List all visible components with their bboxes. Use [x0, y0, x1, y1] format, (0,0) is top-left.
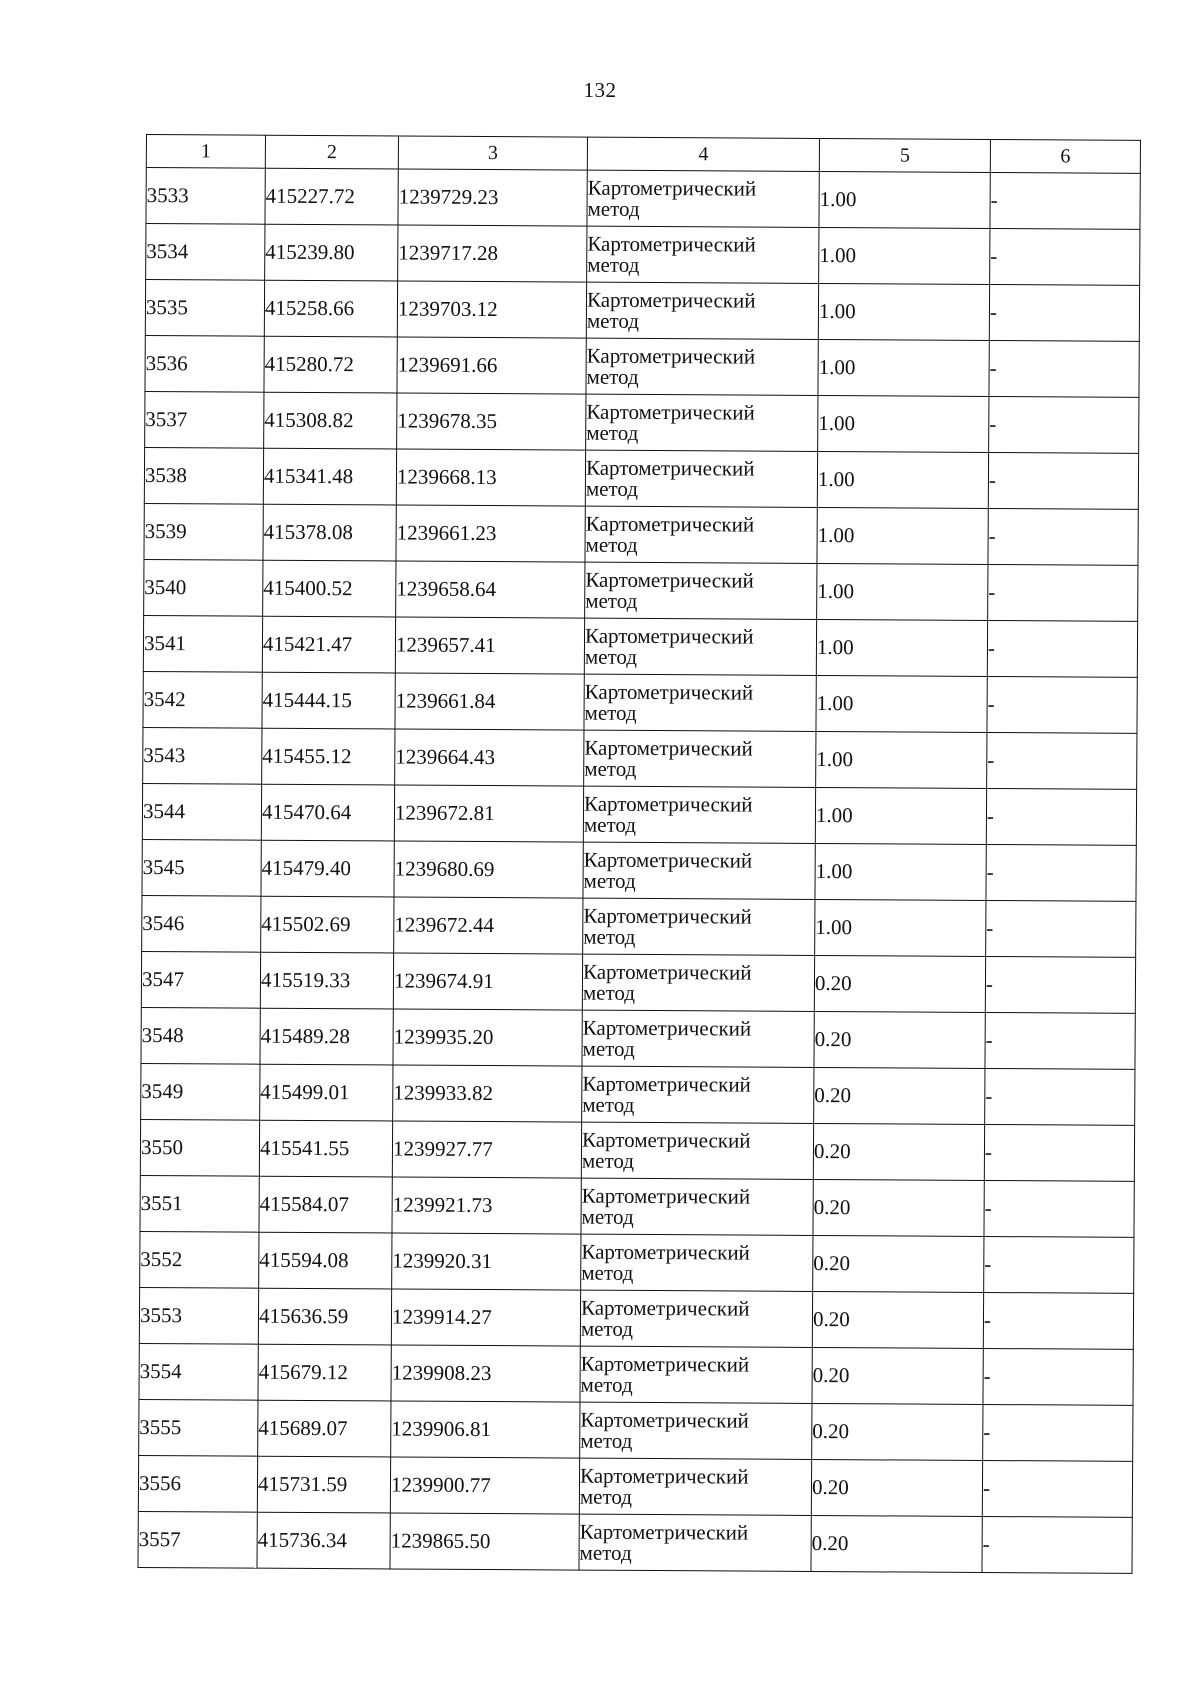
y-coordinate-cell: 1239906.81 — [391, 1401, 580, 1458]
method-line-2: метод — [583, 868, 636, 893]
point-number-cell: 3539 — [144, 503, 263, 560]
table-row — [144, 559, 1138, 621]
method-line-1: Картометрический — [582, 1071, 751, 1097]
y-coordinate-cell: 1239680.69 — [394, 841, 583, 898]
x-coordinate-cell: 415470.64 — [261, 784, 394, 841]
method-line-2: метод — [579, 1540, 632, 1565]
accuracy-cell: 0.20 — [813, 1179, 984, 1236]
method-cell — [584, 618, 816, 675]
x-coordinate-cell: 415689.07 — [258, 1400, 391, 1457]
table-row — [144, 503, 1138, 565]
y-coordinate-cell: 1239664.43 — [395, 729, 584, 786]
x-coordinate-cell: 415479.40 — [261, 840, 394, 897]
x-coordinate-cell: 415455.12 — [262, 728, 395, 785]
point-number-cell: 3555 — [139, 1399, 258, 1456]
y-coordinate-cell: 1239672.81 — [394, 785, 583, 842]
x-coordinate-cell: 415499.01 — [260, 1064, 393, 1121]
method-line-1: Картометрический — [584, 735, 753, 761]
method-line-2: метод — [580, 1428, 633, 1453]
method-line-1: Картометрический — [584, 623, 754, 649]
method-line-1: Картометрический — [586, 399, 755, 425]
y-coordinate-cell: 1239729.23 — [398, 169, 587, 226]
table-row — [140, 1119, 1134, 1181]
y-coordinate-cell: 1239927.77 — [392, 1121, 581, 1178]
point-number-cell: 3541 — [143, 615, 262, 672]
x-coordinate-cell: 415541.55 — [259, 1120, 392, 1177]
method-line-2: метод — [584, 700, 637, 725]
method-line-1: Картометрический — [579, 1463, 749, 1489]
y-coordinate-cell: 1239661.84 — [395, 673, 584, 730]
method-cell — [584, 674, 816, 731]
accuracy-cell: 0.20 — [813, 1123, 984, 1180]
method-cell — [582, 1066, 814, 1123]
accuracy-cell: 1.00 — [818, 395, 989, 452]
point-number-cell: 3544 — [142, 783, 261, 840]
point-number-cell: 3554 — [139, 1343, 258, 1400]
table-row — [144, 447, 1138, 509]
note-cell: - — [984, 1180, 1134, 1237]
note-cell: - — [985, 1068, 1135, 1125]
table-row — [145, 391, 1139, 453]
method-line-2: метод — [586, 308, 640, 333]
method-line-1: Картометрический — [582, 959, 752, 985]
x-coordinate-cell: 415308.82 — [264, 392, 397, 449]
y-coordinate-cell: 1239672.44 — [394, 897, 583, 954]
accuracy-cell: 1.00 — [817, 507, 988, 564]
accuracy-cell: 1.00 — [815, 787, 986, 844]
accuracy-cell: 1.00 — [816, 675, 987, 732]
method-line-2: метод — [585, 476, 639, 501]
method-line-2: метод — [582, 1092, 635, 1117]
accuracy-cell: 0.20 — [811, 1515, 982, 1572]
point-number-cell: 3542 — [143, 671, 262, 728]
table-row — [142, 839, 1136, 901]
point-number-cell: 3533 — [146, 168, 265, 225]
note-cell: - — [987, 677, 1137, 734]
point-number-cell: 3549 — [141, 1063, 260, 1120]
method-cell — [583, 898, 815, 955]
method-cell — [582, 1010, 814, 1067]
method-line-2: метод — [580, 1372, 633, 1397]
method-cell — [587, 226, 819, 283]
table-row — [143, 671, 1137, 733]
table-body — [138, 168, 1140, 1574]
note-cell: - — [985, 956, 1135, 1013]
table-row — [145, 335, 1139, 397]
method-line-2: метод — [581, 1260, 634, 1285]
y-coordinate-cell: 1239933.82 — [393, 1065, 582, 1122]
x-coordinate-cell: 415519.33 — [260, 952, 393, 1009]
header-col-6: 6 — [990, 140, 1140, 174]
y-coordinate-cell: 1239691.66 — [397, 337, 586, 394]
table-row — [143, 727, 1137, 789]
method-cell — [587, 170, 819, 227]
note-cell: - — [983, 1348, 1133, 1405]
note-cell: - — [986, 900, 1136, 957]
method-line-2: метод — [583, 924, 636, 949]
y-coordinate-cell: 1239900.77 — [390, 1457, 579, 1514]
note-cell: - — [990, 173, 1140, 230]
method-line-2: метод — [581, 1204, 634, 1229]
table-row — [139, 1343, 1133, 1405]
method-line-2: метод — [582, 980, 636, 1005]
y-coordinate-cell: 1239703.12 — [397, 281, 586, 338]
x-coordinate-cell: 415736.34 — [257, 1512, 390, 1569]
method-cell — [585, 562, 817, 619]
table-row — [145, 280, 1139, 342]
point-number-cell: 3538 — [144, 447, 263, 504]
method-cell — [579, 1458, 811, 1515]
y-coordinate-cell: 1239935.20 — [393, 1009, 582, 1066]
x-coordinate-cell: 415679.12 — [258, 1344, 391, 1401]
y-coordinate-cell: 1239658.64 — [396, 561, 585, 618]
method-cell — [586, 338, 818, 395]
coordinates-table — [137, 134, 1140, 1574]
method-line-2: метод — [579, 1484, 633, 1509]
method-line-2: метод — [585, 588, 638, 613]
method-line-2: метод — [587, 252, 640, 277]
point-number-cell: 3536 — [145, 335, 264, 392]
method-line-1: Картометрический — [580, 1295, 750, 1321]
table-row — [138, 1455, 1132, 1517]
accuracy-cell: 0.20 — [811, 1459, 982, 1516]
accuracy-cell: 0.20 — [812, 1347, 983, 1404]
method-cell — [581, 1234, 813, 1291]
method-line-1: Картометрический — [582, 1015, 752, 1041]
point-number-cell: 3557 — [138, 1511, 257, 1568]
method-line-1: Картометрический — [585, 455, 755, 481]
note-cell: - — [984, 1124, 1134, 1181]
method-line-2: метод — [583, 812, 637, 837]
method-line-1: Картометрический — [583, 791, 753, 817]
method-line-1: Картометрический — [579, 1519, 749, 1545]
point-number-cell: 3543 — [143, 727, 262, 784]
method-cell — [583, 786, 815, 843]
method-line-1: Картометрический — [586, 287, 756, 313]
note-cell: - — [989, 397, 1139, 454]
point-number-cell: 3552 — [140, 1231, 259, 1288]
header-col-3: 3 — [398, 136, 587, 170]
method-line-1: Картометрический — [580, 1407, 749, 1433]
x-coordinate-cell: 415400.52 — [263, 560, 396, 617]
method-cell — [580, 1290, 812, 1347]
method-line-1: Картометрический — [581, 1127, 751, 1153]
page-number: 132 — [583, 78, 617, 102]
note-cell: - — [987, 621, 1137, 678]
accuracy-cell: 1.00 — [816, 619, 987, 676]
header-col-5: 5 — [819, 138, 990, 172]
point-number-cell: 3556 — [138, 1455, 257, 1512]
accuracy-cell: 1.00 — [815, 843, 986, 900]
note-cell: - — [986, 788, 1136, 845]
point-number-cell: 3540 — [144, 559, 263, 616]
method-cell — [579, 1514, 811, 1571]
x-coordinate-cell: 415341.48 — [263, 448, 396, 505]
accuracy-cell: 1.00 — [817, 451, 988, 508]
method-line-2: метод — [584, 644, 638, 669]
x-coordinate-cell: 415421.47 — [262, 616, 395, 673]
table-row — [146, 224, 1140, 286]
method-cell — [586, 394, 818, 451]
method-line-1: Картометрический — [586, 343, 756, 369]
note-cell: - — [984, 1236, 1134, 1293]
point-number-cell: 3545 — [142, 839, 261, 896]
table-row — [142, 895, 1136, 957]
method-line-2: метод — [586, 364, 639, 389]
point-number-cell: 3537 — [145, 391, 264, 448]
point-number-cell: 3547 — [141, 951, 260, 1008]
table-row — [138, 1511, 1132, 1573]
table-row — [146, 168, 1140, 230]
x-coordinate-cell: 415489.28 — [260, 1008, 393, 1065]
y-coordinate-cell: 1239908.23 — [391, 1345, 580, 1402]
method-line-1: Картометрический — [584, 679, 754, 705]
x-coordinate-cell: 415731.59 — [257, 1456, 390, 1513]
note-cell: - — [988, 509, 1138, 566]
note-cell: - — [983, 1404, 1133, 1461]
x-coordinate-cell: 415378.08 — [263, 504, 396, 561]
note-cell: - — [989, 341, 1139, 398]
y-coordinate-cell: 1239921.73 — [392, 1177, 581, 1234]
method-line-1: Картометрический — [580, 1351, 750, 1377]
accuracy-cell: 0.20 — [812, 1403, 983, 1460]
y-coordinate-cell: 1239865.50 — [390, 1513, 579, 1570]
method-line-1: Картометрический — [581, 1239, 750, 1265]
method-cell — [585, 450, 817, 507]
method-cell — [580, 1402, 812, 1459]
table-row — [141, 1063, 1135, 1125]
accuracy-cell: 0.20 — [814, 1067, 985, 1124]
point-number-cell: 3553 — [139, 1287, 258, 1344]
note-cell: - — [988, 453, 1138, 510]
note-cell: - — [990, 229, 1140, 286]
x-coordinate-cell: 415258.66 — [264, 280, 397, 337]
y-coordinate-cell: 1239678.35 — [397, 393, 586, 450]
note-cell: - — [983, 1292, 1133, 1349]
x-coordinate-cell: 415636.59 — [258, 1288, 391, 1345]
y-coordinate-cell: 1239668.13 — [396, 449, 585, 506]
accuracy-cell: 0.20 — [812, 1291, 983, 1348]
header-col-4: 4 — [587, 137, 819, 171]
accuracy-cell: 0.20 — [813, 1235, 984, 1292]
note-cell: - — [982, 1516, 1132, 1573]
header-col-1: 1 — [146, 135, 265, 169]
method-cell — [586, 282, 818, 339]
note-cell: - — [989, 285, 1139, 342]
y-coordinate-cell: 1239674.91 — [393, 953, 582, 1010]
x-coordinate-cell: 415444.15 — [262, 672, 395, 729]
y-coordinate-cell: 1239657.41 — [395, 617, 584, 674]
point-number-cell: 3548 — [141, 1007, 260, 1064]
x-coordinate-cell: 415280.72 — [264, 336, 397, 393]
point-number-cell: 3535 — [145, 280, 264, 337]
accuracy-cell: 1.00 — [819, 227, 990, 284]
method-cell — [583, 842, 815, 899]
accuracy-cell: 0.20 — [814, 1011, 985, 1068]
accuracy-cell: 1.00 — [817, 563, 988, 620]
method-line-1: Картометрический — [585, 567, 754, 593]
table-row — [141, 951, 1135, 1013]
method-line-2: метод — [581, 1148, 635, 1173]
method-line-2: метод — [586, 420, 639, 445]
note-cell: - — [988, 565, 1138, 622]
x-coordinate-cell: 415239.80 — [265, 224, 398, 281]
accuracy-cell: 1.00 — [816, 731, 987, 788]
accuracy-cell: 1.00 — [818, 339, 989, 396]
header-col-2: 2 — [265, 135, 398, 169]
y-coordinate-cell: 1239661.23 — [396, 505, 585, 562]
method-line-1: Картометрический — [587, 175, 757, 201]
method-line-2: метод — [585, 532, 638, 557]
note-cell: - — [986, 844, 1136, 901]
note-cell: - — [987, 733, 1137, 790]
method-line-2: метод — [580, 1316, 634, 1341]
method-line-1: Картометрический — [587, 231, 756, 257]
x-coordinate-cell: 415584.07 — [259, 1176, 392, 1233]
x-coordinate-cell: 415594.08 — [259, 1232, 392, 1289]
y-coordinate-cell: 1239920.31 — [392, 1233, 581, 1290]
method-line-2: метод — [584, 756, 637, 781]
point-number-cell: 3551 — [140, 1175, 259, 1232]
method-line-1: Картометрический — [583, 903, 752, 929]
method-line-1: Картометрический — [583, 847, 753, 873]
method-cell — [585, 506, 817, 563]
point-number-cell: 3546 — [142, 895, 261, 952]
point-number-cell: 3534 — [146, 224, 265, 281]
table-row — [140, 1231, 1134, 1293]
accuracy-cell: 1.00 — [818, 283, 989, 340]
table-row — [141, 1007, 1135, 1069]
accuracy-cell: 1.00 — [815, 899, 986, 956]
method-cell — [581, 1178, 813, 1235]
point-number-cell: 3550 — [140, 1119, 259, 1176]
note-cell: - — [982, 1460, 1132, 1517]
table-row — [142, 783, 1136, 845]
table-row — [139, 1287, 1133, 1349]
method-cell — [584, 730, 816, 787]
method-cell — [580, 1346, 812, 1403]
accuracy-cell: 1.00 — [819, 171, 990, 228]
accuracy-cell: 0.20 — [814, 955, 985, 1012]
method-cell — [581, 1122, 813, 1179]
note-cell: - — [985, 1012, 1135, 1069]
x-coordinate-cell: 415227.72 — [265, 168, 398, 225]
table-row — [143, 615, 1137, 677]
method-line-1: Картометрический — [581, 1183, 751, 1209]
method-line-1: Картометрический — [585, 511, 755, 537]
y-coordinate-cell: 1239717.28 — [398, 225, 587, 282]
method-line-2: метод — [582, 1036, 635, 1061]
table-row — [139, 1399, 1133, 1461]
x-coordinate-cell: 415502.69 — [261, 896, 394, 953]
table-row — [140, 1175, 1134, 1237]
method-line-2: метод — [587, 196, 640, 221]
y-coordinate-cell: 1239914.27 — [391, 1289, 580, 1346]
method-cell — [582, 954, 814, 1011]
